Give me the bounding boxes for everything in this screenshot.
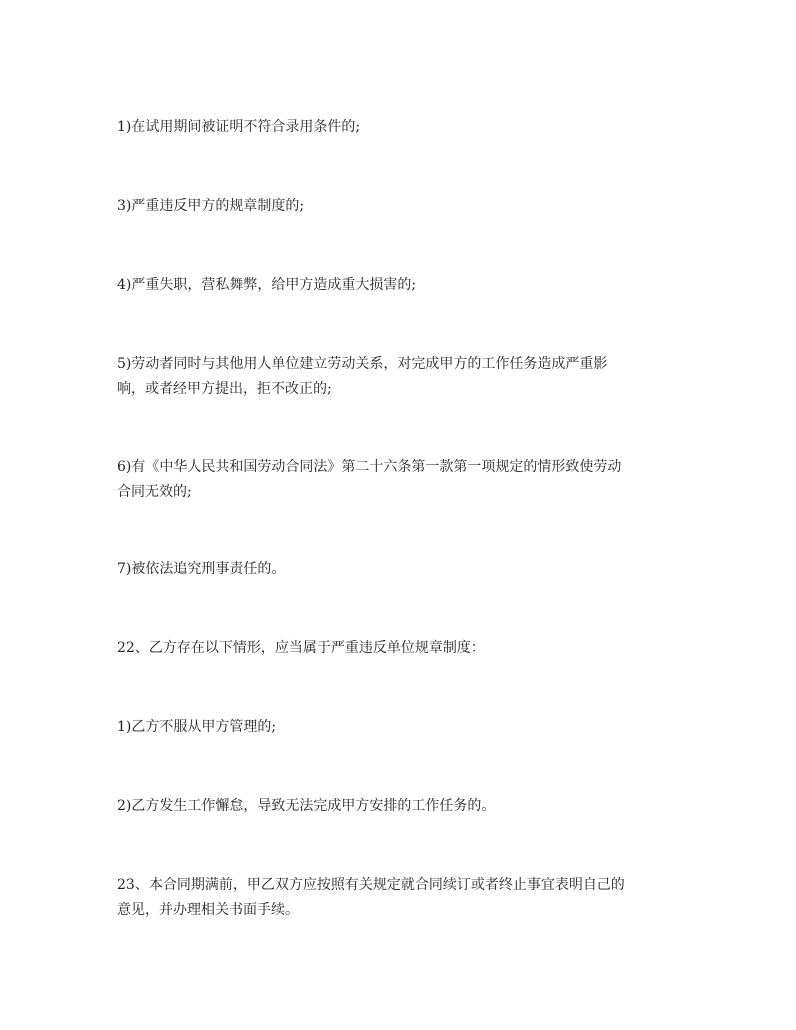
paragraph-line: 2)乙方发生工作懈怠，导致无法完成甲方安排的工作任务的。 (117, 798, 496, 814)
paragraph-line: 6)有《中华人民共和国劳动合同法》第二十六条第一款第一项规定的情形致使劳动 (117, 459, 622, 475)
paragraph-clause-4 (117, 273, 677, 298)
paragraph-clause-6 (117, 455, 677, 505)
paragraph-article-22-item-1 (117, 715, 677, 740)
paragraph-line: 意见，并办理相关书面手续。 (117, 902, 299, 918)
paragraph-article-23 (117, 873, 677, 923)
paragraph-clause-1 (117, 115, 677, 140)
paragraph-line: 3)严重违反甲方的规章制度的; (117, 198, 305, 214)
paragraph-clause-7 (117, 557, 677, 582)
paragraph-line: 23、本合同期满前，甲乙双方应按照有关规定就合同续订或者终止事宜表明自己的 (117, 877, 625, 893)
paragraph-line: 1)在试用期间被证明不符合录用条件的; (117, 119, 361, 135)
paragraph-line: 22、乙方存在以下情形，应当属于严重违反单位规章制度： (117, 640, 485, 656)
paragraph-clause-3 (117, 194, 677, 219)
paragraph-clause-5 (117, 352, 677, 402)
paragraph-line: 1)乙方不服从甲方管理的; (117, 719, 277, 735)
paragraph-article-22 (117, 636, 677, 661)
paragraph-line: 合同无效的; (117, 484, 192, 500)
paragraph-article-22-item-2 (117, 794, 677, 819)
paragraph-line: 4)严重失职，营私舞弊，给甲方造成重大损害的; (117, 277, 417, 293)
paragraph-line: 7)被依法追究刑事责任的。 (117, 561, 286, 577)
paragraph-line: 5)劳动者同时与其他用人单位建立劳动关系，对完成甲方的工作任务造成严重影 (117, 356, 608, 372)
paragraph-line: 响，或者经甲方提出，拒不改正的; (117, 381, 332, 397)
